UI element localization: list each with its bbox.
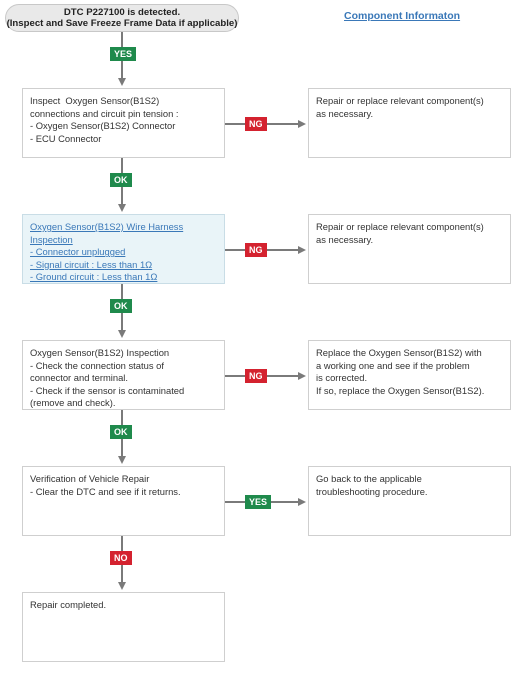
step-3-line: - Check the connection status of [30, 359, 164, 371]
step-3-result-box [308, 340, 511, 410]
step-1-line: - Oxygen Sensor(B1S2) Connector [30, 120, 176, 132]
ground-circuit-link[interactable]: - Ground circuit : Less than 1Ω [30, 271, 158, 283]
step-3-line: (remove and check). [30, 397, 116, 409]
step-3-result-line: If so, replace the Oxygen Sensor(B1S2). [316, 384, 485, 396]
step-4-yes-badge: YES [245, 495, 271, 509]
step-2-result-line: Repair or replace relevant component(s) [316, 221, 484, 232]
step-2-result-box [308, 214, 511, 284]
step-3-ng-badge: NG [245, 369, 267, 383]
step-4-box [22, 466, 225, 536]
step-1-result-box [308, 88, 511, 158]
step-1-line: connections and circuit pin tension : [30, 107, 179, 119]
start-yes-badge: YES [110, 47, 136, 61]
step-2-ok-badge: OK [110, 299, 132, 313]
step-1-line: Inspect Oxygen Sensor(B1S2) [30, 95, 160, 106]
step-3-line: connector and terminal. [30, 372, 128, 384]
connector-unplugged-link[interactable]: - Connector unplugged [30, 246, 126, 258]
step-3-ok-badge: OK [110, 425, 132, 439]
start-line-1: DTC P227100 is detected. [63, 7, 181, 18]
step-4-line: Verification of Vehicle Repair [30, 473, 150, 484]
step-4-no-badge: NO [110, 551, 132, 565]
wire-harness-inspection-link[interactable]: Oxygen Sensor(B1S2) Wire Harness [30, 221, 184, 232]
step-1-result-line: as necessary. [316, 107, 374, 119]
step-1-box [22, 88, 225, 158]
step-4-result-line: troubleshooting procedure. [316, 485, 428, 497]
step-1-ng-badge: NG [245, 117, 267, 131]
step-3-line: - Check if the sensor is contaminated [30, 384, 185, 396]
step-2-box [22, 214, 225, 284]
step-4-result-box [308, 466, 511, 536]
step-2-ng-badge: NG [245, 243, 267, 257]
final-box [22, 592, 225, 662]
step-3-result-line: a working one and see if the problem [316, 359, 470, 371]
final-text: Repair completed. [30, 599, 107, 610]
step-4-line: - Clear the DTC and see if it returns. [30, 485, 181, 497]
wire-harness-inspection-link[interactable]: Inspection [30, 233, 73, 245]
step-3-result-line: Replace the Oxygen Sensor(B1S2) with [316, 347, 482, 358]
signal-circuit-link[interactable]: - Signal circuit : Less than 1Ω [30, 258, 153, 270]
component-information-link[interactable]: Component Informaton [344, 10, 461, 22]
step-2-result-line: as necessary. [316, 233, 374, 245]
step-1-result-line: Repair or replace relevant component(s) [316, 95, 484, 106]
start-node [5, 4, 239, 32]
step-1-ok-badge: OK [110, 173, 132, 187]
step-3-result-line: is corrected. [316, 372, 368, 384]
step-1-line: - ECU Connector [30, 132, 102, 144]
step-3-box [22, 340, 225, 410]
step-3-line: Oxygen Sensor(B1S2) Inspection [30, 347, 170, 358]
step-4-result-line: Go back to the applicable [316, 473, 422, 484]
start-line-2: (Inspect and Save Freeze Frame Data if applicable) [6, 18, 238, 29]
